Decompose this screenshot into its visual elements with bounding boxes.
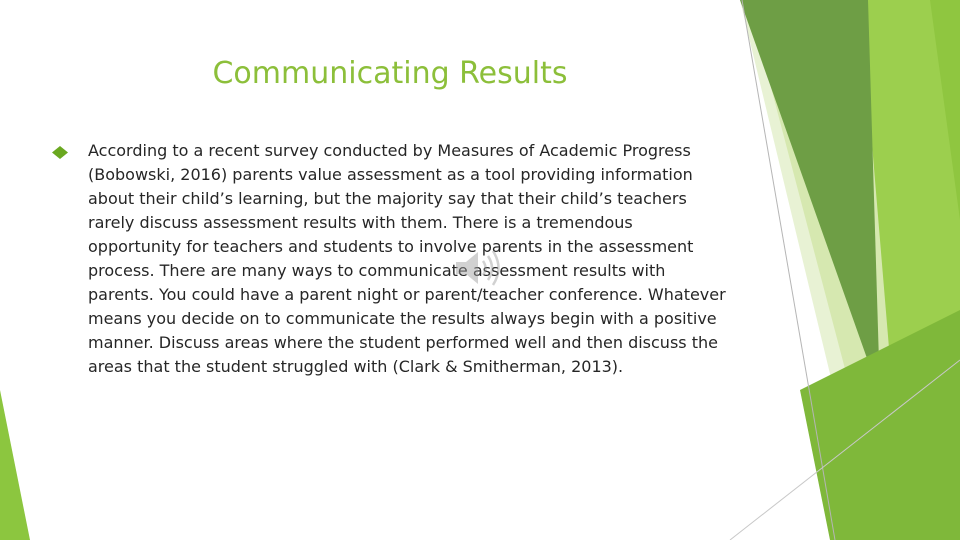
slide-content — [52, 139, 732, 379]
left-accent-shape — [0, 390, 30, 540]
right-accent-shape-dark — [740, 0, 880, 395]
bullet-text: According to a recent survey conducted by Measures of Academic Progress (Bobowski, 2016) parents value assessment as a tool providing information about their child’s learning, but the majority say that their child’s teachers rarely discuss assessment results with them. There is a tremendous opportunity for teachers and students to involve parents in the assessment process. There are many ways to communicate assessment results with parents. You could have a parent night or parent/teacher conference. Whatever means you decide on to communicate the results always begin with a positive manner. Discuss areas where the student performed well and then discuss the areas that the student struggled with (Clark & Smitherman, 2013). — [88, 141, 726, 376]
diamond-bullet-icon — [52, 146, 68, 159]
speaker-icon[interactable] — [452, 248, 502, 288]
slide-title: Communicating Results — [212, 56, 568, 91]
bullet-item — [52, 139, 732, 379]
